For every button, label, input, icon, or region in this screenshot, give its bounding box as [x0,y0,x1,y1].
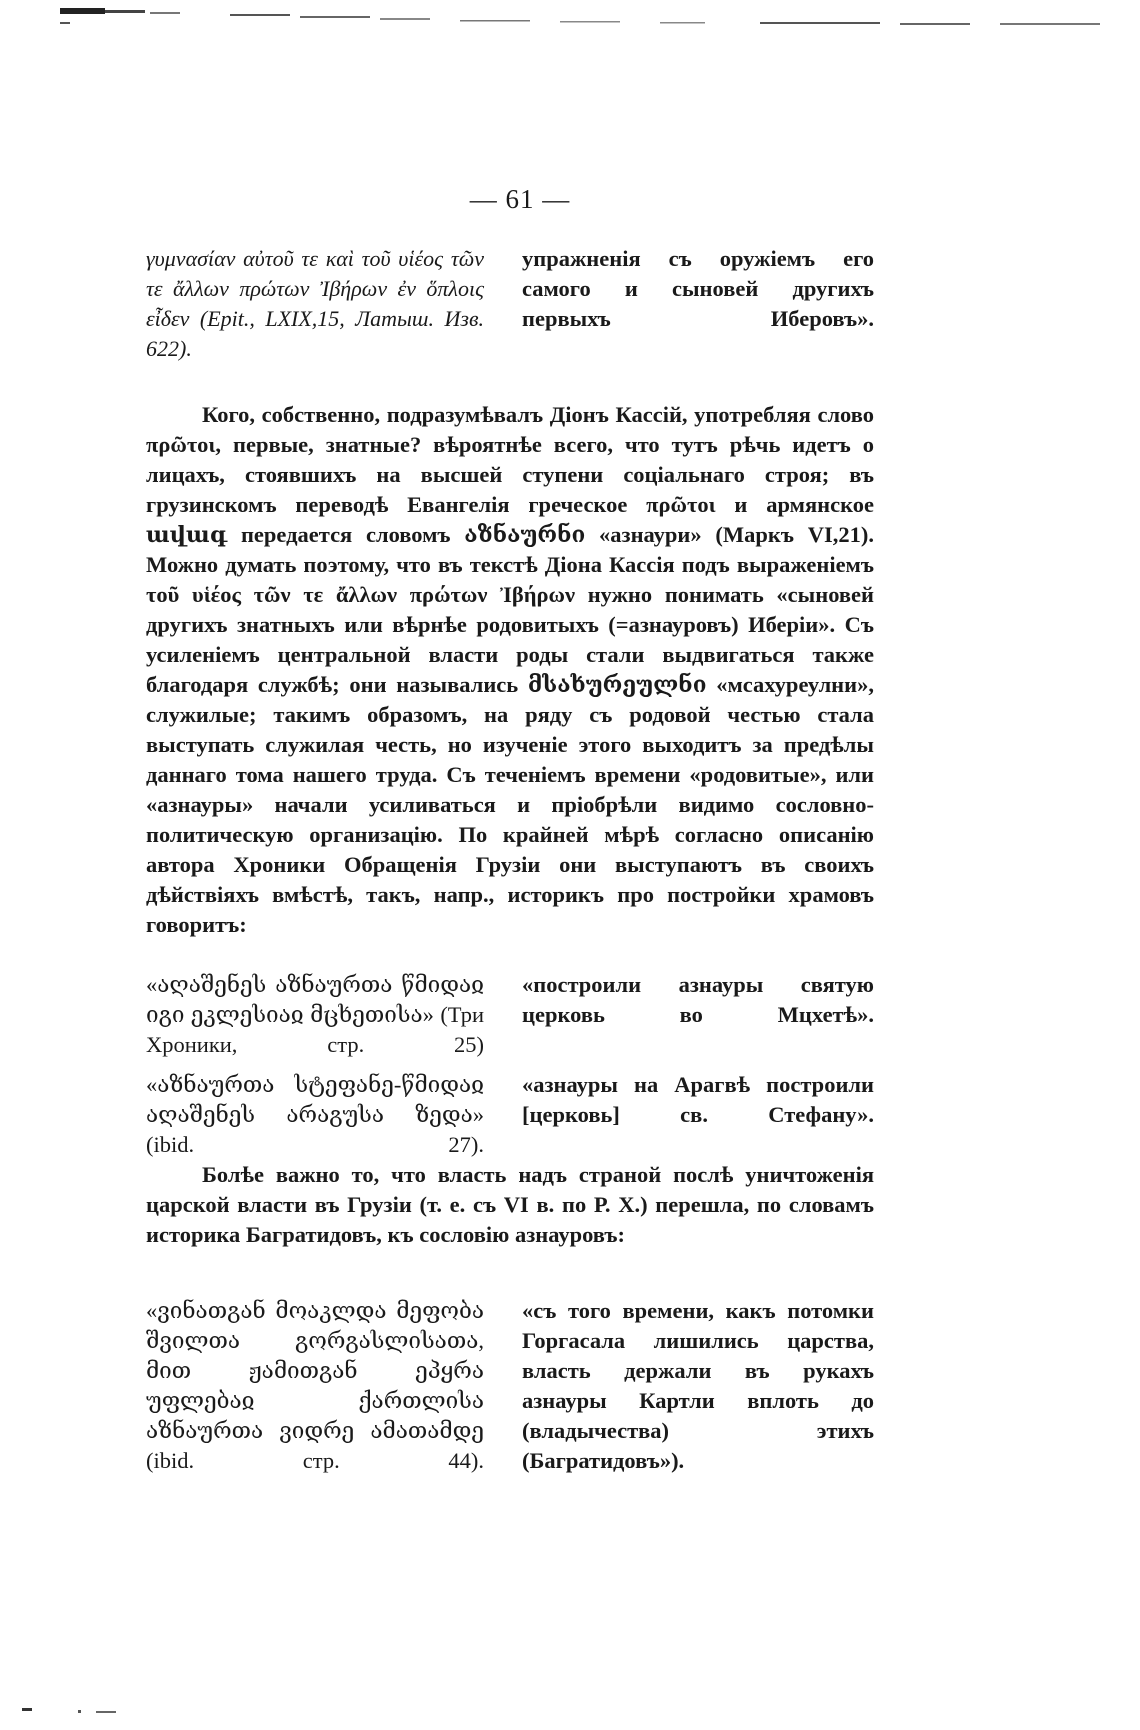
paragraph-2-text: Болѣе важно то, что власть надъ страной послѣ уничтоженія царской власти въ Грузіи (т. е. съ VI в. по Р. Х.) перешла, по словамъ историка Багратидовъ, къ сословію азнауровъ: [146,1162,874,1247]
quote1-russian [522,244,874,334]
quote2-georgian-1-text: «აღაშენეს აზნაურთა წმიდაჲ იგი ეკლესიაჲ მცხეთისა» (Три Хроники, стр. 25) [146,972,484,1057]
quote2-russian-2-text: «азнауры на Арагвѣ построили [церковь] св. Стефану». [522,1072,874,1127]
quote1-greek-text: γυμνασίαν αὐτοῦ τε καὶ τοῦ υἱέος τῶν τε ἄλλων πρώτων Ἰβήρων ἐν ὅπλοις εἶδεν (Epit., LXIX,15, Латыш. Изв. 622). [146,246,484,361]
quote2-russian-1-text: «построили азнауры святую церковь во Мцхетѣ». [522,972,874,1027]
scan-artifact-top [0,0,1140,30]
quote2-russian-1 [522,970,874,1030]
quote2-russian-2 [522,1070,874,1130]
quote3-russian-text: «съ того времени, какъ потомки Горгасала лишились царства, власть держали въ рукахъ азнауры Картли вплоть до (владычества) этихъ (Багратидовъ»). [522,1298,874,1473]
page-number: — 61 — [469,184,571,214]
paragraph-2 [146,1160,874,1250]
quote3-georgian-text: «ვინათგან მოაკლდა მეფობა შვილთა გორგასლისათა, მით ჟამითგან ეპყრა უფლებაჲ ქართლისა აზნაურთა ვიდრე ამათამდე (ibid. стр. 44). [146,1298,484,1473]
quote3-russian [522,1296,874,1476]
paragraph-1-text: Кого, собственно, подразумѣвалъ Діонъ Кассій, употребляя слово πρῶτοι, первые, знатные? вѣроятнѣе всего, что тутъ рѣчь идетъ о лицахъ, стоявшихъ на высшей ступени соціальнаго строя; въ грузинскомъ переводѣ Евангелія греческое πρῶτοι и армянское ավագ передается словомъ აზნაურნი «азнаури» (Маркъ VI,21). Можно думать поэтому, что въ текстѣ Діона Кассія подъ выраженіемъ τοῦ υἱέος τῶν τε ἄλλων πρώτων Ἰβήρων нужно понимать «сыновей другихъ знатныхъ или вѣрнѣе родовитыхъ (=азнауровъ) Иберіи». Съ усиленіемъ центральной власти роды стали выдвигаться также благодаря службѣ; они назывались მსახურეულნი «мсахуреулни», служилые; такимъ образомъ, на ряду съ родовой честью стала выступать служилая честь, но изученіе этого выходитъ за предѣлы даннаго тома нашего труда. Съ теченіемъ времени «родовитые», или «азнауры» начали усиливаться и пріобрѣли видимо сословно-политическую организацію. По крайней мѣрѣ согласно описанію автора Хроники Обращенія Грузіи они выступаютъ въ своихъ дѣйствіяхъ вмѣстѣ, такъ, напр., историкъ про постройки храмовъ говоритъ: [146,402,874,937]
paragraph-1 [146,400,874,940]
quote1-greek [146,244,484,364]
quote3-georgian [146,1296,484,1476]
quote2-georgian-2 [146,1070,484,1160]
quote2-georgian-2-text: «აზნაურთა სტეფანე-წმიდაჲ აღაშენეს არაგუსა ზედა» (ibid. 27). [146,1072,484,1157]
scan-artifact-bottom [0,1700,200,1720]
quote1-russian-text: упражненія съ оружіемъ его самого и сыновей другихъ первыхъ Иберовъ». [522,246,874,331]
quote2-georgian-1 [146,970,484,1060]
